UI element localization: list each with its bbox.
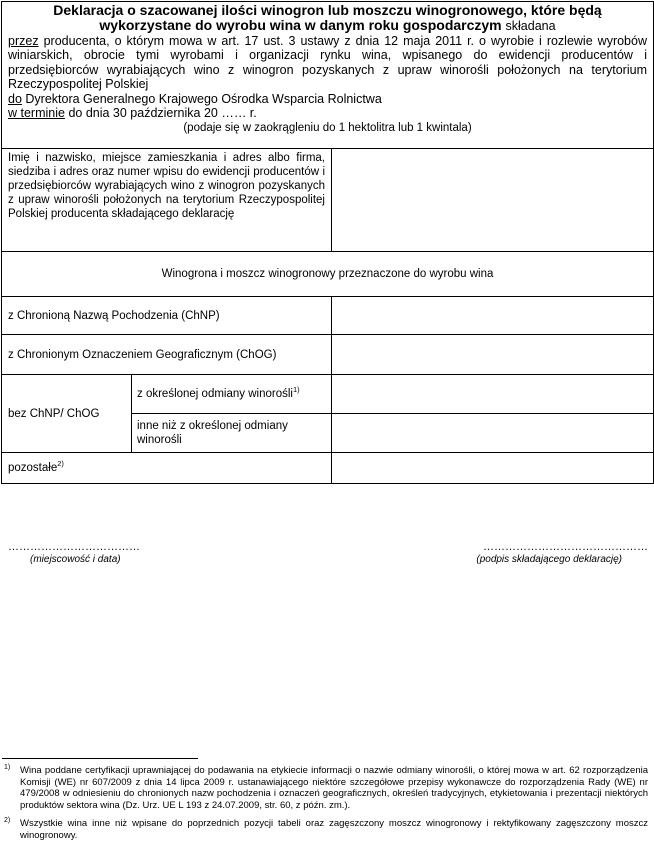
pozostale-row bbox=[2, 453, 654, 484]
form-title-bold: Deklaracja o szacowanej ilości winogron lub moszczu winogronowego, które będą wykorzystane do wyrobu wina w danym roku gospodarczym bbox=[53, 2, 602, 33]
bez-sub1-text: z określonej odmiany winorośli bbox=[137, 388, 293, 400]
footnote-ref-2: 2) bbox=[57, 459, 64, 469]
recipient-text: Dyrektora Generalnego Krajowego Ośrodka Wsparcia Rolnictwa bbox=[21, 91, 382, 106]
footnote-2-mark: 2) bbox=[4, 817, 11, 824]
footnote-divider bbox=[2, 758, 198, 759]
do-label: do bbox=[8, 91, 22, 106]
signature-caption: (podpis składającego deklarację) bbox=[476, 554, 622, 565]
producer-label: Imię i nazwisko, miejsce zamieszkania i adres albo firma, siedziba i adres oraz numer wpisu do ewidencji producentów i przedsiębiorców wyrabiających wino z winogron pozyskanych z upraw winorośli położonych na terytorium Rzeczypospolitej Polskiej producenta składającego deklarację bbox=[2, 149, 332, 252]
chnp-label: z Chronioną Nazwą Pochodzenia (ChNP) bbox=[2, 297, 332, 335]
footnote-1-text: Wina poddane certyfikacji uprawniającej do podawania na etykiecie informacji o nazwie odmiany winorośli, o której mowa w art. 62 rozporządzenia Komisji (WE) nr 607/2009 z dnia 14 lipca 2009 r. ustanawiającego niektóre szczegółowe przepisy wykonawcze do rozporządzenia Rady (WE) nr 479/2008 w odniesieniu do chronionych nazw pochodzenia i oznaczeń geograficznych, określeń tradycyjnych, etykietowania i prezentacji niektórych produktów sektora wina (Dz. Urz. UE L 193 z 24.07.2009, str. 60, z późn. zm.). bbox=[20, 765, 648, 811]
footnote-1 bbox=[4, 765, 648, 811]
declaration-form-table bbox=[1, 1, 654, 484]
form-title-tail: składana bbox=[505, 19, 556, 33]
place-date-dots[interactable]: ……………………………… bbox=[8, 541, 140, 553]
recipient-paragraph bbox=[8, 92, 647, 106]
bez-label: bez ChNP/ ChOG bbox=[2, 375, 132, 453]
chnp-value-field[interactable] bbox=[332, 297, 654, 335]
bez-sub2-value-field[interactable] bbox=[332, 414, 654, 453]
section-row bbox=[2, 252, 654, 297]
bez-row-1 bbox=[2, 375, 654, 414]
footnote-2-text: Wszystkie wina inne niż wpisane do poprzednich pozycji tabeli oraz zagęszczony moszcz winogronowy i rektyfikowany zagęszczony moszcz winogronowy. bbox=[20, 818, 648, 841]
bez-sub2-label: inne niż z określonej odmiany winorośli bbox=[132, 414, 332, 453]
signature-block bbox=[434, 541, 648, 565]
signature-dots[interactable]: ……………………………………… bbox=[483, 541, 648, 553]
w-terminie-label: w terminie bbox=[8, 106, 65, 121]
rounding-note: (podaje się w zaokrągleniu do 1 hektolitra lub 1 kwintala) bbox=[183, 122, 472, 135]
submitter-text: producenta, o którym mowa w art. 17 ust. 3 ustawy z dnia 12 maja 2011 r. o wyrobie i rozlewie wyrobów winiarskich, obrocie tymi wyrobami i organizacji rynku wina, wpisanego do ewidencji producentów i przedsiębiorców wyrabiających wino z winogron pozyskanych z upraw winorośli położonych na terytorium Rzeczypospolitej Polskiej bbox=[8, 34, 647, 92]
header-cell bbox=[2, 2, 654, 149]
form-title bbox=[8, 3, 647, 34]
pozostale-value-field[interactable] bbox=[332, 453, 654, 484]
bez-sub1-value-field[interactable] bbox=[332, 375, 654, 414]
deadline-paragraph bbox=[8, 106, 647, 120]
chog-value-field[interactable] bbox=[332, 335, 654, 375]
chog-label: z Chronionym Oznaczeniem Geograficznym (ChOG) bbox=[2, 335, 332, 375]
header-row bbox=[2, 2, 654, 149]
producer-value-field[interactable] bbox=[332, 149, 654, 252]
place-date-caption: (miejscowość i data) bbox=[30, 554, 121, 565]
pozostale-label bbox=[2, 453, 332, 484]
footnote-ref-1: 1) bbox=[292, 385, 300, 395]
bez-sub1-label bbox=[132, 375, 332, 414]
place-date-signature bbox=[8, 541, 140, 565]
footnote-2 bbox=[4, 818, 648, 841]
producer-row bbox=[2, 149, 654, 252]
deadline-text: do dnia 30 października 20 …… r. bbox=[64, 106, 257, 121]
przez-label: przez bbox=[8, 34, 39, 48]
section-title: Winogrona i moszcz winogronowy przeznaczone do wyrobu wina bbox=[2, 252, 654, 297]
submitter-paragraph bbox=[8, 34, 647, 92]
footnote-1-mark: 1) bbox=[4, 764, 11, 771]
pozostale-text: pozostałe bbox=[8, 462, 58, 474]
chog-row bbox=[2, 335, 654, 375]
chnp-row bbox=[2, 297, 654, 335]
